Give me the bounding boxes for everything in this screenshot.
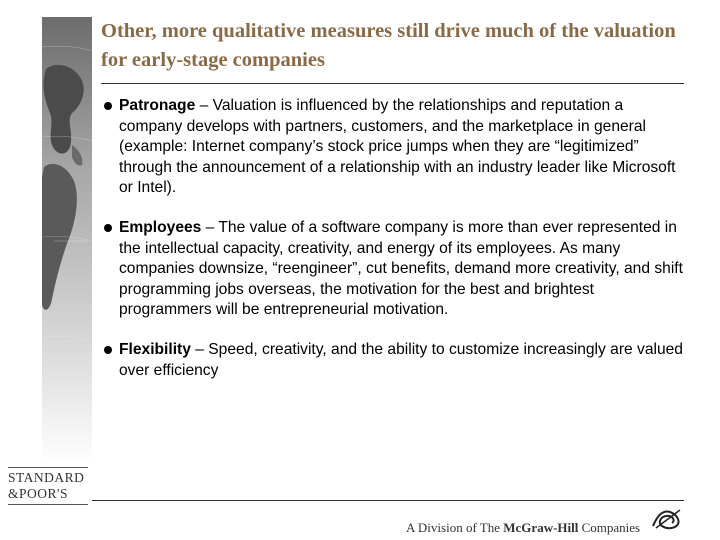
globe-band — [42, 17, 92, 464]
footer-prefix: A Division of The — [406, 520, 504, 535]
bullet-item-employees — [104, 218, 684, 321]
bullet-dot-icon — [104, 224, 112, 232]
bullet-dot-icon — [104, 102, 112, 110]
bullet-text: – Speed, creativity, and the ability to customize increasingly are valued over efficiency — [119, 341, 683, 379]
footer-tagline — [406, 520, 640, 536]
standard-poors-logo — [8, 465, 92, 507]
bullet-list — [104, 96, 684, 401]
title-divider — [101, 83, 684, 84]
bullet-term: Employees — [119, 219, 202, 236]
mcgraw-hill-logo-icon — [650, 506, 684, 532]
footer-company: McGraw-Hill — [503, 520, 579, 535]
bullet-text: – The value of a software company is more than ever represented in the intellectual capacity, creativity, and energy of its employees. As many companies downsize, “reengineer”, cut benefits, demand more creativity, and shift programming jobs overseas, the motivation for the best and brightest programmers will be entrepreneurial motivation. — [119, 219, 683, 318]
brand-rule — [8, 467, 88, 468]
slide-title: Other, more qualitative measures still drive much of the valuation for early-stage companies — [101, 20, 676, 71]
footer-divider — [92, 500, 684, 501]
footer-suffix: Companies — [578, 520, 641, 535]
brand-rule — [8, 504, 88, 505]
bullet-term: Flexibility — [119, 341, 191, 358]
bullet-text: – Valuation is influenced by the relationships and reputation a company develops with partners, customers, and the marketplace in general (example: Internet company’s stock price jumps when they are “legitimized” through the announcement of a relationship with an industry leader like Microsoft or Intel). — [119, 97, 676, 196]
bullet-dot-icon — [104, 346, 112, 354]
bullet-term: Patronage — [119, 97, 196, 114]
brand-line-1: STANDARD — [8, 470, 85, 485]
bullet-item-patronage — [104, 96, 684, 199]
globe-icon — [42, 17, 92, 464]
brand-line-2: &POOR'S — [8, 486, 68, 501]
bullet-item-flexibility — [104, 340, 684, 381]
